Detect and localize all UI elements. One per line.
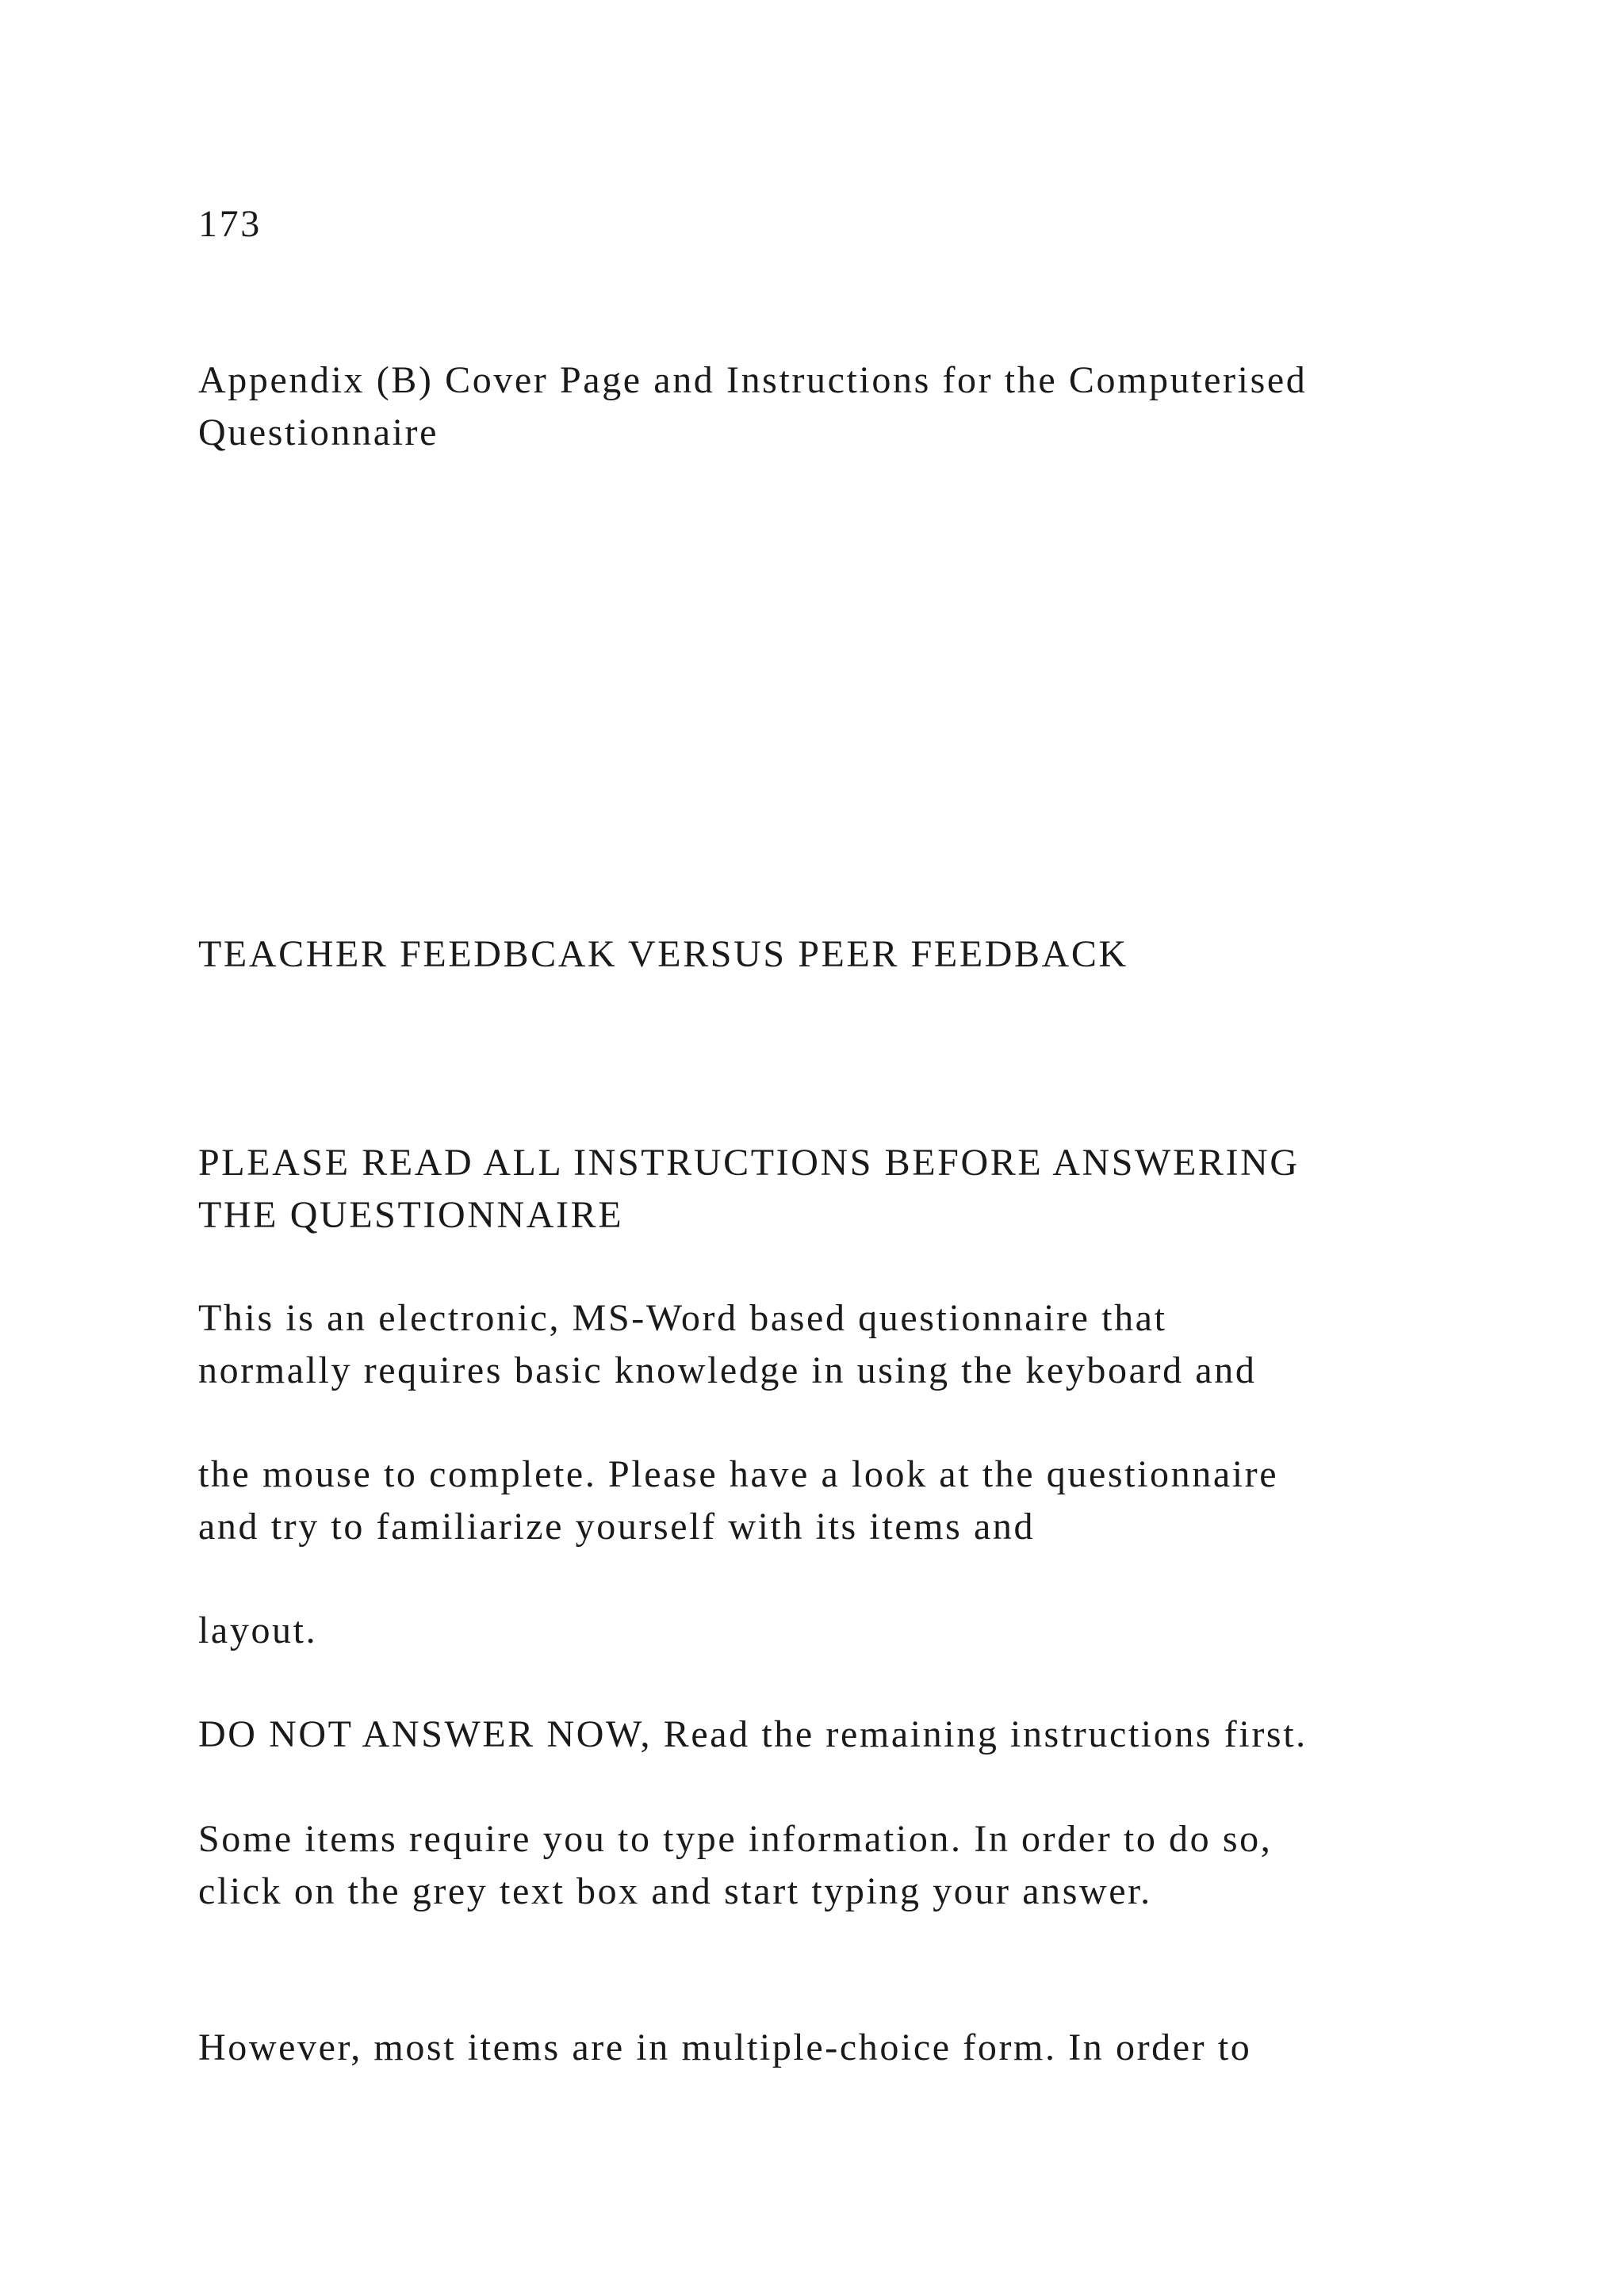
paragraph-1-line-1: This is an electronic, MS-Word based questionnaire that — [198, 1297, 1167, 1339]
paragraph-1-line-2: normally requires basic knowledge in using the keyboard and — [198, 1349, 1257, 1391]
paragraph-2-line-1: the mouse to complete. Please have a look at the questionnaire — [198, 1453, 1279, 1495]
appendix-title-line-2: Questionnaire — [198, 411, 439, 453]
paragraph-2-line-2: and try to familiarize yourself with its items and — [198, 1506, 1036, 1548]
page-number: 173 — [198, 203, 262, 245]
survey-title: TEACHER FEEDBCAK VERSUS PEER FEEDBACK — [198, 933, 1128, 975]
paragraph-5-line-1: Some items require you to type information. In order to do so, — [198, 1818, 1273, 1860]
paragraph-3: layout. — [198, 1609, 318, 1651]
paragraph-4: DO NOT ANSWER NOW, Read the remaining instructions first. — [198, 1713, 1308, 1755]
paragraph-6: However, most items are in multiple-choice form. In order to — [198, 2026, 1252, 2068]
instructions-heading-line-2: THE QUESTIONNAIRE — [198, 1194, 624, 1236]
paragraph-5-line-2: click on the grey text box and start typing your answer. — [198, 1870, 1152, 1912]
instructions-heading-line-1: PLEASE READ ALL INSTRUCTIONS BEFORE ANSWERING — [198, 1142, 1300, 1184]
appendix-title-line-1: Appendix (B) Cover Page and Instructions for the Computerised — [198, 359, 1308, 401]
